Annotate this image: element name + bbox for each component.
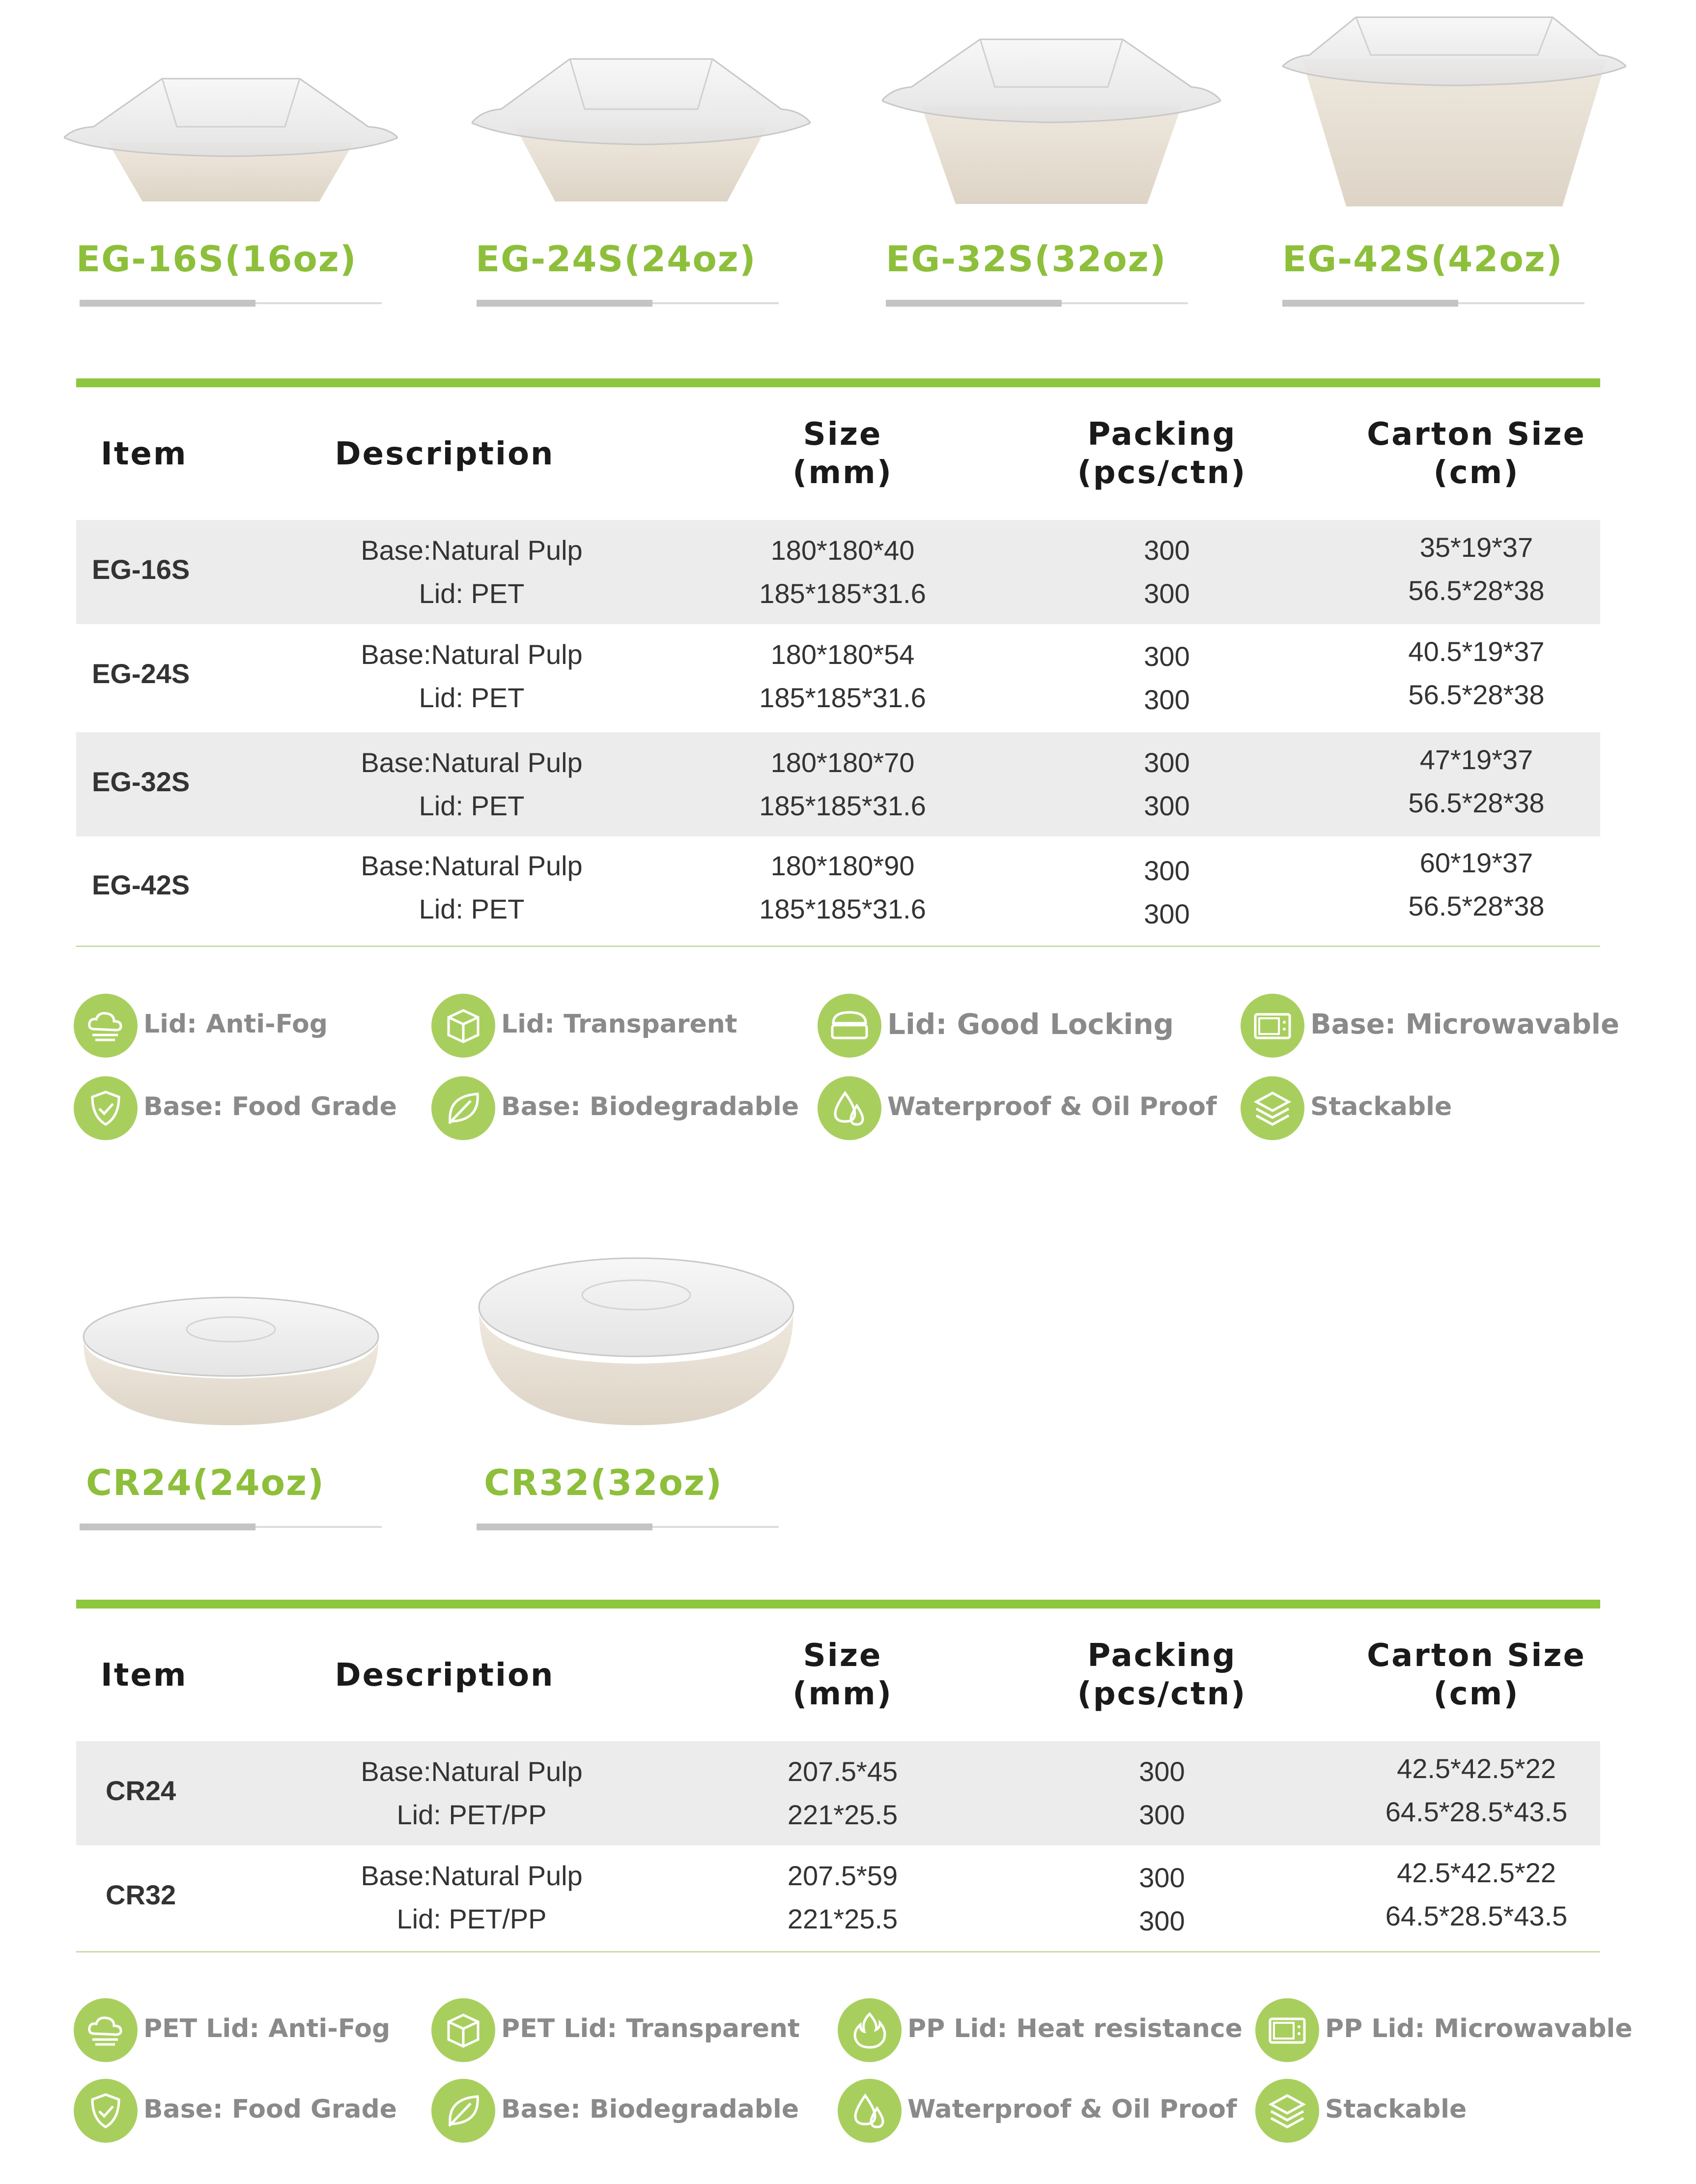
header-description: Description [335, 436, 555, 472]
size-cell: 207.5*45 221*25.5 [787, 1756, 898, 1830]
table-row [76, 1845, 1600, 1950]
microwave-icon [1241, 994, 1304, 1058]
square-bowl-image [1282, 10, 1626, 216]
feature-label: Base: Food Grade [143, 1092, 397, 1121]
feature-label: Lid: Anti-Fog [143, 1009, 328, 1039]
feature-label: Base: Food Grade [143, 2095, 397, 2124]
size-cell: 180*180*70 185*185*31.6 [759, 747, 926, 821]
square-bowl-image [882, 32, 1221, 214]
title-underline [477, 302, 779, 304]
header-description: Description [335, 1657, 555, 1694]
shield-check-icon [74, 1076, 138, 1140]
size-cell: 207.5*59 221*25.5 [787, 1860, 898, 1934]
title-underline [80, 1526, 382, 1528]
item-code: EG-32S [92, 766, 190, 797]
feature-label: Lid: Good Locking [887, 1007, 1174, 1041]
packing-cell: 300 300 [1144, 855, 1190, 929]
size-cell: 180*180*90 185*185*31.6 [759, 850, 926, 924]
table-bottom-line [76, 946, 1600, 947]
product-title: CR32(32oz) [484, 1462, 723, 1503]
header-item: Item [101, 436, 188, 472]
header-size: Size (mm) [792, 416, 893, 491]
header-carton-size: Carton Size (cm) [1367, 1638, 1586, 1712]
packing-cell: 300 300 [1144, 535, 1190, 609]
feature-label: Waterproof & Oil Proof [887, 1092, 1217, 1121]
table-top-bar [76, 1600, 1600, 1609]
water-drops-icon [838, 2079, 902, 2143]
product-card [472, 1248, 816, 1538]
round-bowl-image [472, 1248, 801, 1435]
title-underline [886, 302, 1188, 304]
product-card [64, 69, 408, 315]
header-item: Item [101, 1657, 188, 1694]
table-row [76, 835, 1600, 940]
product-card [74, 1278, 418, 1538]
item-code: EG-16S [92, 554, 190, 585]
description-cell: Base:Natural Pulp Lid: PET [361, 535, 583, 609]
carton-cell: 40.5*19*37 56.5*28*38 [1408, 636, 1545, 710]
item-code: CR32 [106, 1879, 176, 1910]
flame-icon [838, 1998, 902, 2062]
product-title: EG-32S(32oz) [886, 238, 1167, 280]
title-underline [80, 302, 382, 304]
product-title: EG-42S(42oz) [1282, 238, 1563, 280]
header-packing: Packing (pcs/ctn) [1077, 416, 1247, 491]
feature-label: Base: Biodegradable [501, 2095, 799, 2124]
cloud-icon [74, 994, 138, 1058]
carton-cell: 42.5*42.5*22 64.5*28.5*43.5 [1385, 1753, 1568, 1827]
water-drops-icon [818, 1076, 881, 1140]
feature-label: Stackable [1310, 1092, 1452, 1121]
product-title: CR24(24oz) [86, 1462, 325, 1503]
packing-cell: 300 300 [1144, 747, 1190, 821]
table-bottom-line [76, 1951, 1600, 1953]
header-size: Size (mm) [792, 1638, 893, 1712]
square-bowl-image [472, 49, 811, 216]
feature-label: Base: Biodegradable [501, 1092, 799, 1121]
item-code: EG-42S [92, 869, 190, 900]
round-bowl-image [74, 1278, 388, 1435]
header-packing: Packing (pcs/ctn) [1077, 1638, 1247, 1712]
description-cell: Base:Natural Pulp Lid: PET [361, 850, 583, 924]
item-code: EG-24S [92, 658, 190, 689]
cloud-icon [74, 1998, 138, 2062]
carton-cell: 47*19*37 56.5*28*38 [1408, 744, 1545, 818]
feature-label: PET Lid: Anti-Fog [143, 2014, 391, 2043]
feature-label: PP Lid: Microwavable [1325, 2014, 1633, 2043]
square-bowl-image [64, 69, 398, 216]
feature-label: Lid: Transparent [501, 1009, 737, 1039]
description-cell: Base:Natural Pulp Lid: PET [361, 639, 583, 713]
lock-box-icon [818, 994, 881, 1058]
feature-label: PET Lid: Transparent [501, 2014, 800, 2043]
feature-label: PP Lid: Heat resistance [907, 2014, 1243, 2043]
packing-cell: 300 300 [1139, 1862, 1185, 1936]
product-card [1282, 10, 1626, 315]
table-header [76, 388, 1600, 521]
feature-label: Stackable [1325, 2095, 1467, 2124]
product-title: EG-24S(24oz) [476, 238, 757, 280]
packing-cell: 300 300 [1144, 641, 1190, 715]
stack-icon [1241, 1076, 1304, 1140]
microwave-icon [1255, 1998, 1319, 2062]
table-row [76, 520, 1600, 624]
description-cell: Base:Natural Pulp Lid: PET/PP [361, 1860, 583, 1934]
table-row [76, 732, 1600, 836]
item-code: CR24 [106, 1775, 176, 1806]
feature-label: Waterproof & Oil Proof [907, 2095, 1237, 2124]
product-card [472, 49, 816, 315]
table-row [76, 624, 1600, 728]
product-title: EG-16S(16oz) [76, 238, 357, 280]
carton-cell: 35*19*37 56.5*28*38 [1408, 532, 1545, 606]
table-top-bar [76, 378, 1600, 387]
title-underline [477, 1526, 779, 1528]
header-carton-size: Carton Size (cm) [1367, 416, 1586, 491]
product-card [882, 32, 1226, 315]
shield-check-icon [74, 2079, 138, 2143]
description-cell: Base:Natural Pulp Lid: PET/PP [361, 1756, 583, 1830]
table-header [76, 1609, 1600, 1742]
description-cell: Base:Natural Pulp Lid: PET [361, 747, 583, 821]
carton-cell: 42.5*42.5*22 64.5*28.5*43.5 [1385, 1857, 1568, 1931]
carton-cell: 60*19*37 56.5*28*38 [1408, 847, 1545, 921]
leaf-icon [431, 2079, 495, 2143]
size-cell: 180*180*40 185*185*31.6 [759, 535, 926, 609]
title-underline [1282, 302, 1584, 304]
size-cell: 180*180*54 185*185*31.6 [759, 639, 926, 713]
cube-icon [431, 994, 495, 1058]
table-row [76, 1741, 1600, 1845]
leaf-icon [431, 1076, 495, 1140]
cube-icon [431, 1998, 495, 2062]
feature-label: Base: Microwavable [1310, 1008, 1619, 1040]
packing-cell: 300 300 [1139, 1756, 1185, 1830]
stack-icon [1255, 2079, 1319, 2143]
